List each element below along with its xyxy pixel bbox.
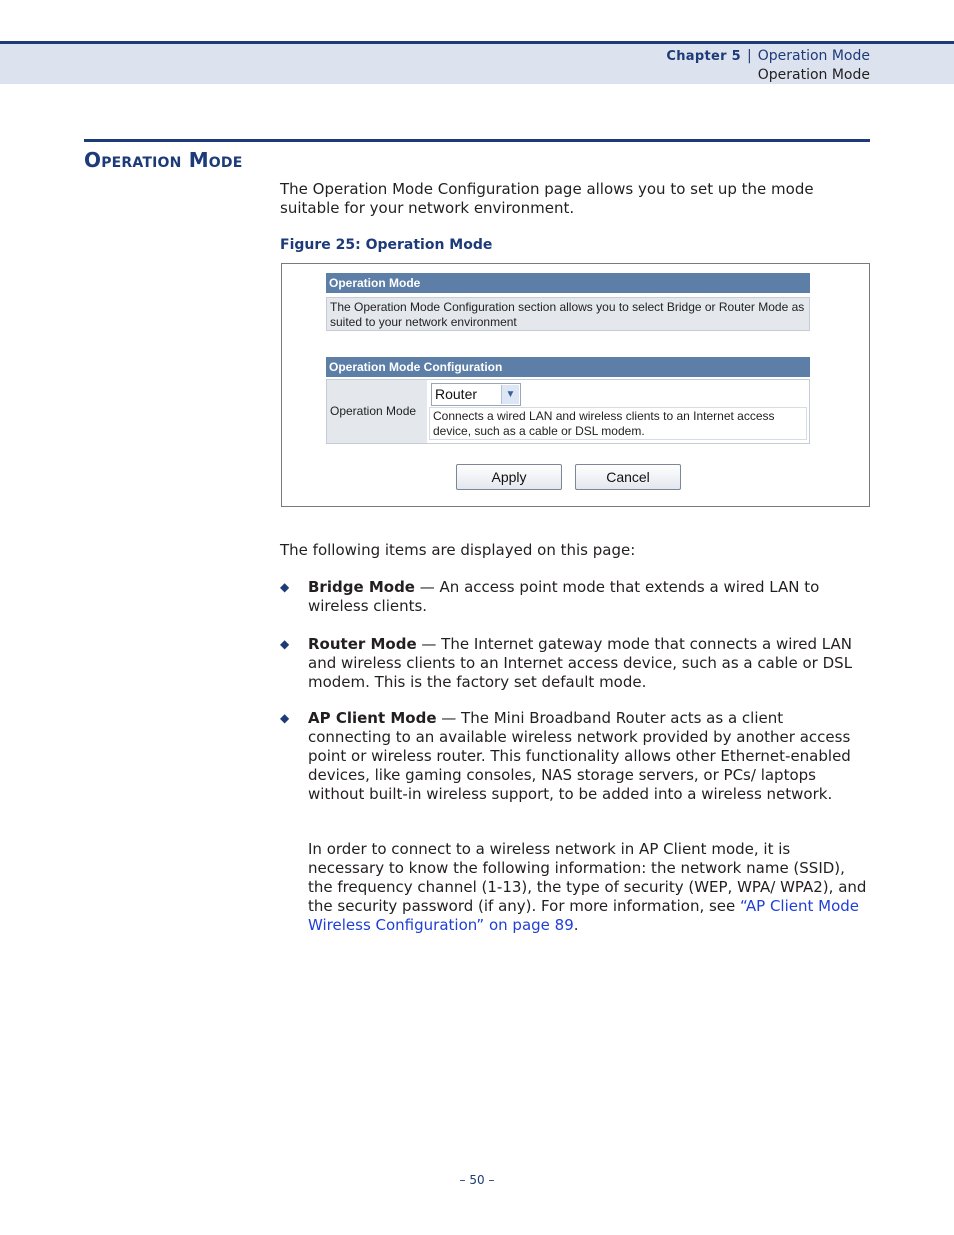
ap-client-config-link[interactable]: “AP Client Mode Wireless Configuration” on page 89 (308, 897, 860, 934)
figure-screenshot (281, 263, 870, 507)
item-description: — An access point mode that extends a wired LAN to wireless clients. (308, 578, 820, 615)
panel-description: The Operation Mode Configuration section allows you to select Bridge or Router Mode as suited to your network environment (326, 297, 810, 331)
item-term: AP Client Mode (308, 709, 437, 727)
diamond-bullet-icon: ◆ (280, 580, 290, 594)
operation-mode-label: Operation Mode (327, 380, 427, 443)
list-intro: The following items are displayed on this page: (280, 541, 636, 559)
item-term: Bridge Mode (308, 578, 415, 596)
item-description: — The Internet gateway mode that connects a wired LAN and wireless clients to an Internet access device, such as a cable or DSL modem. This is the factory set default mode. (308, 635, 853, 691)
panel-title-operation-mode: Operation Mode (326, 273, 810, 293)
header-subsection: Operation Mode (757, 67, 870, 83)
configuration-table (326, 379, 810, 444)
running-header (666, 47, 870, 84)
item-term: Router Mode (308, 635, 417, 653)
operation-mode-select[interactable] (431, 383, 521, 406)
chapter-label: Chapter 5 (666, 49, 741, 64)
ap-client-note (308, 840, 870, 935)
chevron-down-icon: ▼ (501, 385, 519, 404)
list-item-router-mode (308, 635, 870, 692)
header-separator: | (747, 48, 752, 64)
panel-title-configuration: Operation Mode Configuration (326, 357, 810, 377)
diamond-bullet-icon: ◆ (280, 637, 290, 651)
item-description: — The Mini Broadband Router acts as a client connecting to an available wireless network provided by another access point or wireless router. This functionality allows other Ethernet-enabled devices, like gaming consoles, NAS storage servers, or PCs/ laptops without built-in wireless support, to be added into a wireless network. (308, 709, 851, 803)
cancel-button[interactable]: Cancel (575, 464, 681, 490)
header-section: Operation Mode (757, 48, 870, 64)
list-item-bridge-mode (308, 578, 870, 616)
diamond-bullet-icon: ◆ (280, 711, 290, 725)
intro-paragraph: The Operation Mode Configuration page allows you to set up the mode suitable for your network environment. (280, 180, 814, 217)
section-rule (84, 139, 870, 142)
mode-help-text: Connects a wired LAN and wireless clients to an Internet access device, such as a cable or DSL modem. (429, 407, 807, 440)
ap-note-text: In order to connect to a wireless network in AP Client mode, it is necessary to know the following information: the network name (SSID), the frequency channel (1-13), the type of security (WEP, WPA/ WPA2), and the security password (if any). For more information, see (308, 840, 867, 915)
list-item-ap-client-mode (308, 709, 870, 804)
apply-button[interactable]: Apply (456, 464, 562, 490)
ap-note-end: . (573, 916, 579, 934)
page-number: – 50 – (459, 1173, 495, 1187)
select-value: Router (435, 386, 478, 402)
page-header (0, 41, 954, 84)
figure-caption: Figure 25: Operation Mode (280, 237, 493, 253)
section-title: Operation Mode (84, 148, 243, 172)
